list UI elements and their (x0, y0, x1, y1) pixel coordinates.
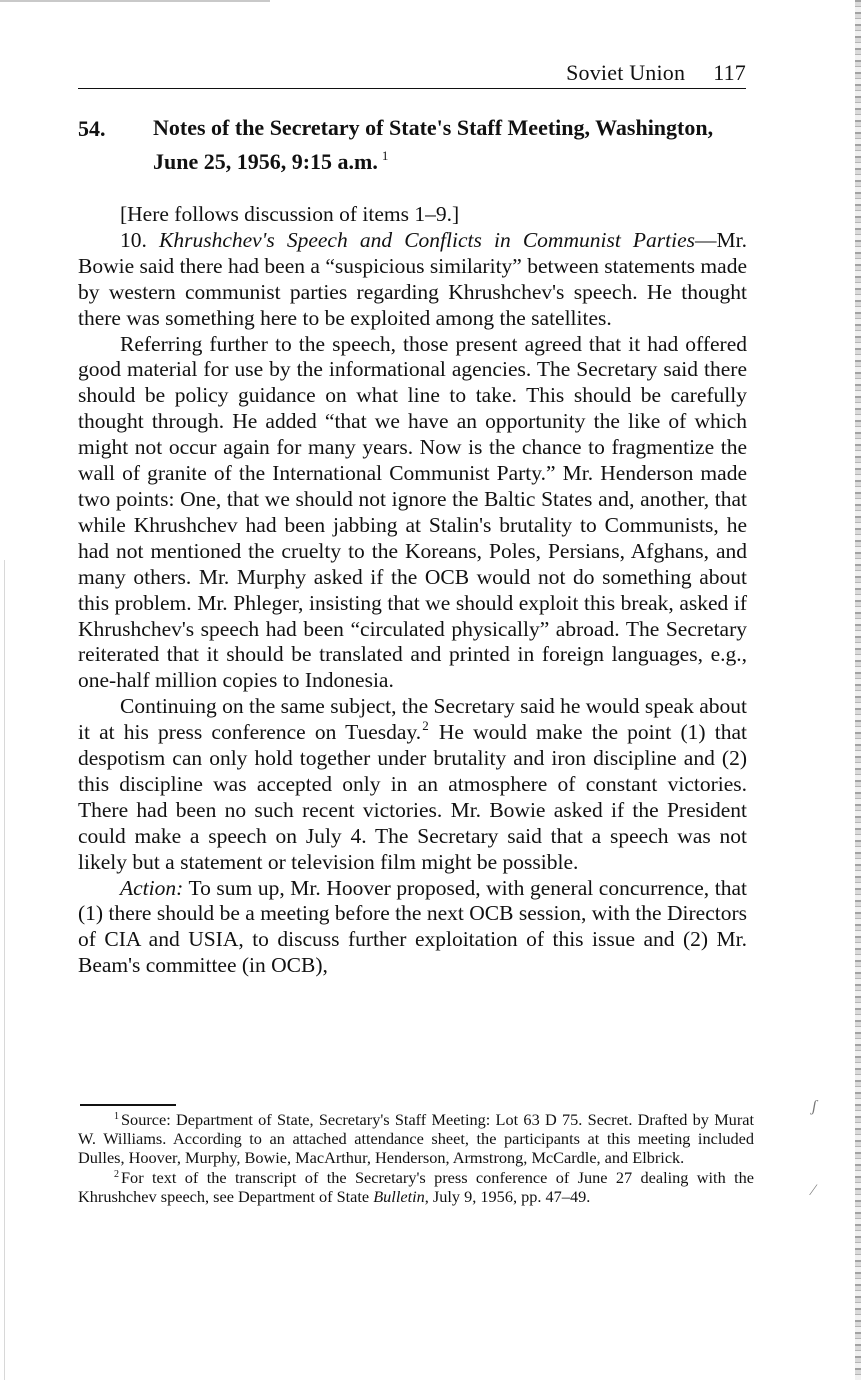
footnote-2-text: For text of the transcript of the Secretary's press conference of June 27 dealing with the Khrushchev speech, see Department of State (78, 1167, 754, 1206)
running-head-title: Soviet Union (566, 60, 686, 85)
running-head (78, 60, 746, 89)
footnote-1 (78, 1110, 754, 1168)
footnote-2-citation: , July 9, 1956, pp. 47–49. (424, 1186, 591, 1206)
scan-top-edge (0, 0, 270, 2)
paragraph-items-note: [Here follows discussion of items 1–9.] (120, 202, 460, 226)
footnote-2-marker: 2 (114, 1168, 119, 1180)
action-text: To sum up, Mr. Hoover proposed, with general concurrence, that (1) there should be a meeting before the next OCB session, with the Directors of CIA and USIA, to discuss further exploitation of this issue and (2) Mr. Beam's committee (in OCB), (78, 875, 747, 978)
title-footnote-ref: 1 (381, 148, 389, 163)
paragraph-action (78, 876, 747, 980)
footnotes (78, 1110, 754, 1206)
footnote-1-text: Source: Department of State, Secretary's Staff Meeting: Lot 63 D 75. Secret. Drafted by Murat W. Williams. According to an attached attendance sheet, the participants at this meeting included Dulles, Hoover, Murphy, Bowie, MacArthur, Henderson, Armstrong, McCardle, and Elbrick. (78, 1110, 754, 1168)
footnote-2 (78, 1168, 754, 1206)
footnote-1-marker: 1 (114, 1111, 119, 1122)
press-conference-text-continued: He would make the point (1) that despotism can only hold together under brutality and iron discipline and (2) this discipline was accepted only in an atmosphere of constant victories. There had been no such recent victories. Mr. Bowie asked if the President could make a speech on July 4. The Secretary said that a speech was not likely but a statement or television film might be possible. (78, 720, 747, 874)
scan-left-edge (4, 560, 5, 1380)
page-number: 117 (713, 60, 746, 85)
item-number: 10. (120, 227, 160, 252)
margin-pencil-mark: ʃ (812, 1098, 817, 1115)
paragraph-item-10 (78, 228, 747, 332)
paragraph-press-conference (78, 694, 747, 875)
document-number: 54. (78, 116, 106, 141)
scan-right-edge (855, 0, 861, 1380)
margin-pencil-mark: ⁄ (812, 1182, 815, 1199)
document-title-text: Notes of the Secretary of State's Staff Meeting, Washington, June 25, 1956, 9:15 a.m. (153, 115, 714, 174)
press-conference-text: Continuing on the same subject, the Secretary said he would speak about it at his press conference on Tuesday. (78, 694, 747, 745)
document-title (153, 114, 733, 176)
footnote-ref-2: 2 (422, 718, 429, 734)
item-heading: Khrushchev's Speech and Conflicts in Communist Parties (159, 227, 696, 252)
bulletin-title: Bulletin (373, 1186, 425, 1206)
paragraph-speech-discussion: Referring further to the speech, those present agreed that it had offered good material for use by the informational agencies. The Secretary said there should be policy guidance on what line to take. This should be carefully thought through. He added “that we have an opportunity the like of which might not occur again for many years. Now is the chance to fragmentize the wall of granite of the International Communist Party.” Mr. Henderson made two points: One, that we should not ignore the Baltic States and, another, that while Khrushchev had been jabbing at Stalin's brutality to Communists, he had not mentioned the cruelty to the Koreans, Poles, Persians, Afghans, and many others. Mr. Murphy asked if the OCB would not do something about this problem. Mr. Phleger, insisting that we should exploit this break, asked if Khrushchev's speech had been “circulated physically” abroad. The Secretary reiterated that it should be translated and printed in foreign languages, e.g., one-half million copies to Indonesia. (78, 331, 747, 693)
document-body (78, 202, 747, 979)
item-10-text: —Mr. Bowie said there had been a “suspicious similarity” between statements made by western communist parties regarding Khrushchev's speech. He thought there was something here to be exploited among the satellites. (78, 227, 748, 330)
action-label: Action: (120, 875, 184, 900)
footnote-divider (80, 1104, 176, 1106)
